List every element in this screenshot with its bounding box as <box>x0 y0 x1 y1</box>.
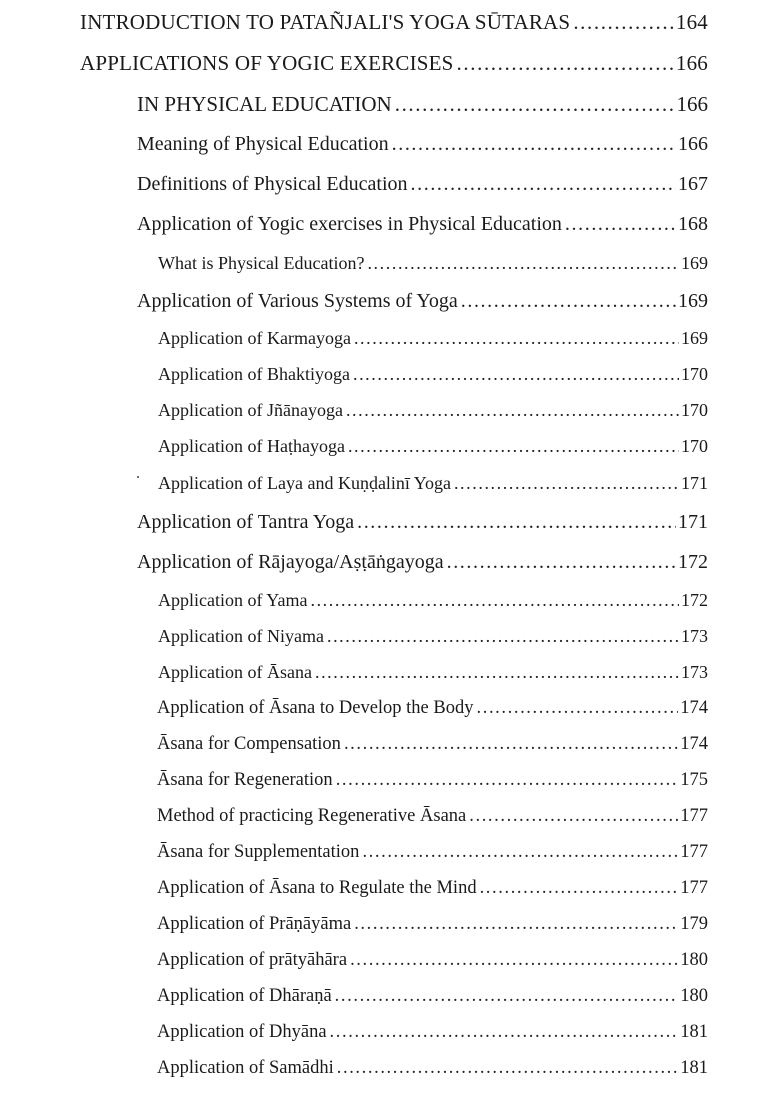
toc-entry-page: 173 <box>681 662 708 682</box>
toc-entry-page: 166 <box>675 51 708 75</box>
toc-entry-title: Application of Āsana to Develop the Body <box>157 698 474 718</box>
toc-entry-page: 181 <box>680 1022 708 1042</box>
dot-leader <box>330 1022 679 1043</box>
toc-entry-title: Application of Jñānayoga <box>158 400 343 420</box>
toc-entry-page: 170 <box>681 400 708 420</box>
toc-entry-title: Application of Yogic exercises in Physical Education <box>137 213 562 235</box>
toc-entry-page: 170 <box>681 364 708 384</box>
toc-entry[interactable] <box>158 626 708 647</box>
dot-leader <box>367 253 679 274</box>
toc-entry[interactable] <box>80 51 708 76</box>
toc-entry-title: Application of Yama <box>158 590 308 610</box>
toc-entry-page: 167 <box>678 173 708 195</box>
toc-entry-title: Application of Dhāraṇā <box>157 986 332 1006</box>
toc-entry-title: Application of prātyāhāra <box>157 950 348 970</box>
toc-entry-page: 172 <box>681 590 708 610</box>
dot-leader <box>353 364 679 385</box>
toc-entry[interactable] <box>137 511 708 534</box>
toc-entry-page: 166 <box>676 92 708 116</box>
toc-entry-title: Method of practicing Regenerative Āsana <box>157 806 467 826</box>
toc-entry-page: 179 <box>680 914 708 934</box>
dot-leader <box>454 473 679 494</box>
toc-entry[interactable] <box>157 1022 708 1043</box>
toc-entry-page: 169 <box>681 328 708 348</box>
dot-leader <box>315 662 679 683</box>
toc-entry-title: Āsana for Compensation <box>157 734 341 754</box>
toc-entry-page: 180 <box>680 986 708 1006</box>
toc-entry-page: 171 <box>678 511 708 533</box>
toc-entry-page: 169 <box>678 290 708 312</box>
toc-entry[interactable] <box>80 10 708 35</box>
toc-entry[interactable] <box>158 253 708 274</box>
toc-entry-title: What is Physical Education? <box>158 253 365 273</box>
toc-entry[interactable] <box>137 133 708 156</box>
toc-entry-title: APPLICATIONS OF YOGIC EXERCISES <box>80 51 454 75</box>
dot-leader <box>573 10 674 35</box>
toc-entry[interactable] <box>157 1058 708 1079</box>
toc-entry[interactable] <box>158 400 708 421</box>
dot-leader <box>447 551 676 574</box>
toc-entry-title: Application of Various Systems of Yoga <box>137 290 458 312</box>
toc-entry[interactable] <box>158 364 708 385</box>
dot-leader <box>335 986 679 1007</box>
toc-entry-page: 168 <box>678 213 708 235</box>
print-speck <box>137 476 139 478</box>
toc-entry[interactable] <box>137 551 708 574</box>
toc-entry-page: 173 <box>681 626 708 646</box>
dot-leader <box>346 400 679 421</box>
toc-entry-page: 177 <box>680 806 708 826</box>
dot-leader <box>477 698 679 719</box>
toc-entry[interactable] <box>157 878 708 899</box>
toc-entry[interactable] <box>157 734 708 755</box>
dot-leader <box>411 173 676 196</box>
toc-entry-title: Application of Haṭhayoga <box>158 436 345 456</box>
dot-leader <box>354 914 678 935</box>
dot-leader <box>480 878 679 899</box>
toc-entry-title: Āsana for Supplementation <box>157 842 360 862</box>
toc-entry-title: Application of Laya and Kuṇḍalinī Yoga <box>158 473 451 493</box>
dot-leader <box>395 92 675 117</box>
toc-entry[interactable] <box>157 950 708 971</box>
toc-entry-title: IN PHYSICAL EDUCATION <box>137 92 392 116</box>
dot-leader <box>392 133 676 156</box>
toc-entry-page: 166 <box>678 133 708 155</box>
toc-entry-title: INTRODUCTION TO PATAÑJALI'S YOGA SŪTARAS <box>80 10 571 34</box>
toc-entry-title: Āsana for Regeneration <box>157 770 333 790</box>
toc-entry[interactable] <box>158 328 708 349</box>
dot-leader <box>457 51 674 76</box>
toc-entry[interactable] <box>137 290 708 313</box>
toc-entry-page: 171 <box>681 473 708 493</box>
toc-entry-page: 164 <box>675 10 708 34</box>
toc-entry-page: 177 <box>680 878 708 898</box>
dot-leader <box>565 213 676 236</box>
dot-leader <box>469 806 678 827</box>
toc-entry-page: 172 <box>678 551 708 573</box>
toc-entry[interactable] <box>137 213 708 236</box>
dot-leader <box>310 590 679 611</box>
toc-entry-page: 177 <box>680 842 708 862</box>
dot-leader <box>362 842 678 863</box>
toc-entry[interactable] <box>158 473 708 494</box>
dot-leader <box>461 290 676 313</box>
toc-entry[interactable] <box>157 986 708 1007</box>
toc-entry[interactable] <box>137 92 708 117</box>
toc-entry[interactable] <box>158 436 708 457</box>
dot-leader <box>357 511 676 534</box>
dot-leader <box>336 770 679 791</box>
dot-leader <box>350 950 678 971</box>
toc-entry[interactable] <box>158 662 708 683</box>
toc-entry-title: Application of Niyama <box>158 626 324 646</box>
toc-entry-page: 170 <box>681 436 708 456</box>
toc-entry[interactable] <box>158 590 708 611</box>
toc-entry[interactable] <box>137 173 708 196</box>
toc-entry-page: 175 <box>680 770 708 790</box>
toc-entry[interactable] <box>157 698 708 719</box>
toc-entry[interactable] <box>157 914 708 935</box>
toc-entry-title: Application of Āsana <box>158 662 312 682</box>
toc-entry-title: Application of Rājayoga/Aṣṭāṅgayoga <box>137 551 444 573</box>
dot-leader <box>337 1058 679 1079</box>
toc-entry-page: 174 <box>680 698 708 718</box>
toc-entry[interactable] <box>157 842 708 863</box>
toc-entry-page: 169 <box>681 253 708 273</box>
toc-entry-title: Application of Tantra Yoga <box>137 511 355 533</box>
toc-entry-title: Application of Āsana to Regulate the Mind <box>157 878 477 898</box>
toc-entry-title: Definitions of Physical Education <box>137 173 408 195</box>
toc-entry-title: Application of Dhyāna <box>157 1022 327 1042</box>
dot-leader <box>354 328 679 349</box>
dot-leader <box>344 734 678 755</box>
toc-entry[interactable] <box>157 806 708 827</box>
toc-entry-title: Application of Samādhi <box>157 1058 334 1078</box>
toc-entry-title: Application of Bhaktiyoga <box>158 364 350 384</box>
toc-entry-page: 181 <box>680 1058 708 1078</box>
toc-entry-page: 180 <box>680 950 708 970</box>
toc-entry-page: 174 <box>680 734 708 754</box>
toc-entry-title: Meaning of Physical Education <box>137 133 389 155</box>
toc-entry-title: Application of Karmayoga <box>158 328 351 348</box>
dot-leader <box>327 626 679 647</box>
toc-entry-title: Application of Prāṇāyāma <box>157 914 352 934</box>
toc-entry[interactable] <box>157 770 708 791</box>
dot-leader <box>348 436 679 457</box>
